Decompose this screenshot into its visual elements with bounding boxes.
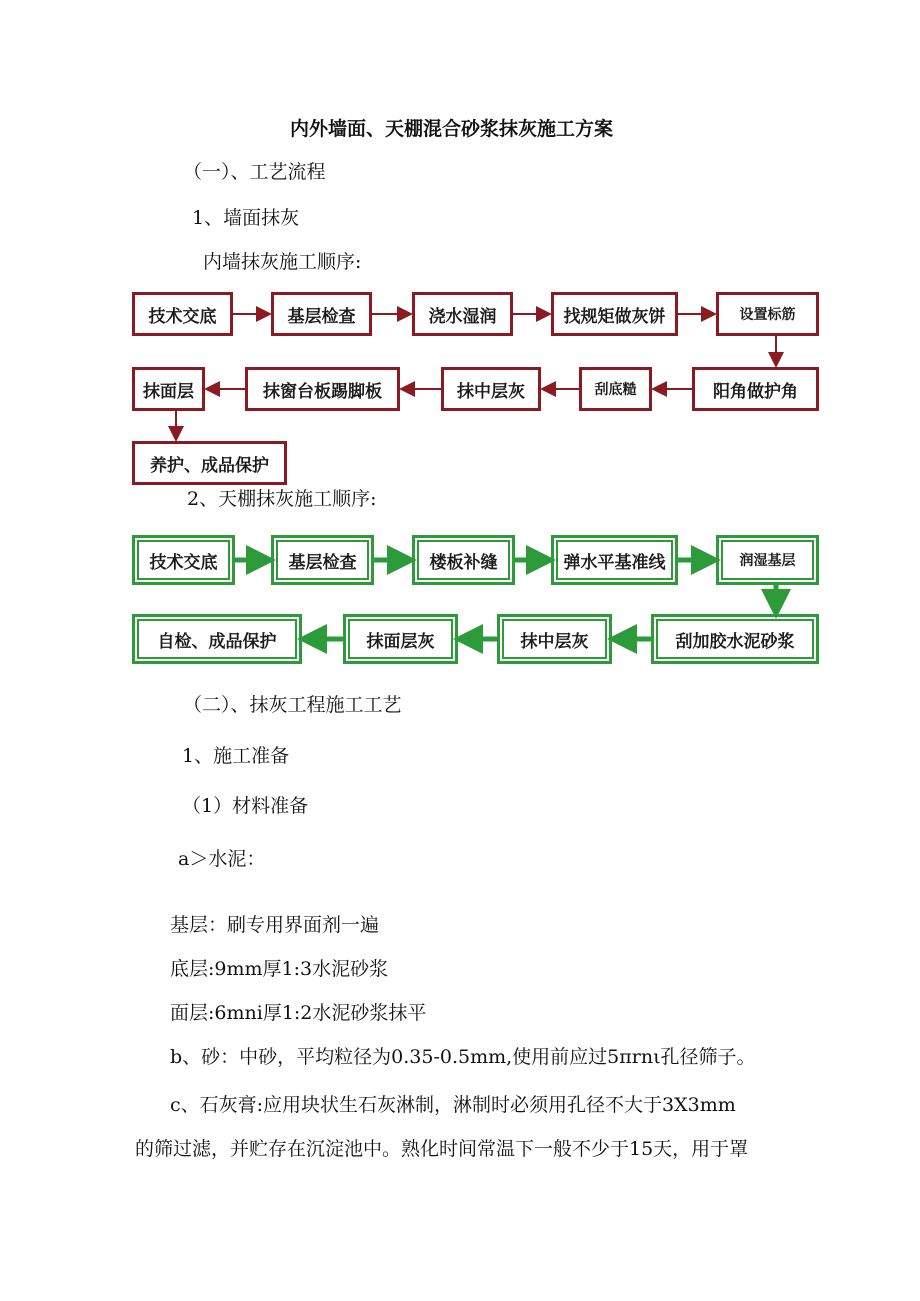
paragraph-lime-paste-cont: 的筛过滤，并贮存在沉淀池中。熟化时间常温下一般不少于15天，用于罩 <box>135 1138 749 1160</box>
section-heading-process: （一）、工艺流程 <box>183 161 326 183</box>
paragraph-base-layer: 基层：刷专用界面剂一遍 <box>170 914 380 936</box>
ceiling-sequence-label: 2、天棚抹灰施工顺序: <box>187 488 377 510</box>
flow2-step-finish-coat: 抹面层灰 <box>343 614 458 664</box>
section-heading-craft: （二）、抹灰工程施工工艺 <box>183 694 402 716</box>
flow2-step-base-check: 基层检查 <box>271 535 374 585</box>
flow2-step-wet-base: 润湿基层 <box>716 535 819 585</box>
paragraph-sand: b、砂：中砂，平均粒径为0.35-0.5mm,使用前应过5πrnι孔径筛子。 <box>170 1046 756 1068</box>
inner-wall-sequence-label: 内墙抹灰施工顺序: <box>203 251 362 273</box>
paragraph-lime-paste: c、石灰膏:应用块状生石灰淋制，淋制时必须用孔径不大于3X3mm <box>170 1094 736 1116</box>
flow1-arrows <box>176 314 776 438</box>
flow1-step-grey-cakes: 找规矩做灰饼 <box>551 292 678 336</box>
paragraph-materials: （1）材料准备 <box>182 795 309 817</box>
flow2-step-slab-joint-repair: 楼板补缝 <box>412 535 515 585</box>
flow1-step-tech-briefing: 技术交底 <box>132 292 233 336</box>
flow2-step-tech-briefing: 技术交底 <box>132 535 235 585</box>
flow2-step-self-check: 自检、成品保护 <box>132 614 302 664</box>
paragraph-preparation: 1、施工准备 <box>182 745 290 767</box>
flow1-step-watering: 浇水湿润 <box>412 292 513 336</box>
flow1-step-finish-coat: 抹面层 <box>132 367 205 411</box>
flow2-step-glue-mortar: 刮加胶水泥砂浆 <box>651 614 819 664</box>
flow1-step-base-check: 基层检查 <box>271 292 372 336</box>
paragraph-cement: a＞水泥： <box>178 848 266 870</box>
flow1-step-corner-guard: 阳角做护角 <box>692 367 819 411</box>
flow2-step-middle-coat: 抹中层灰 <box>497 614 612 664</box>
flow1-step-sill-skirting: 抹窗台板踢脚板 <box>245 367 400 411</box>
flow2-arrows <box>235 560 776 639</box>
flow1-step-middle-coat: 抹中层灰 <box>441 367 541 411</box>
paragraph-surface-layer: 面层:6mni厚1:2水泥砂浆抹平 <box>170 1002 427 1024</box>
flow1-step-screeds: 设置标筋 <box>716 292 819 336</box>
paragraph-under-layer: 底层:9mm厚1:3水泥砂浆 <box>170 958 389 980</box>
flow2-step-level-line: 弹水平基准线 <box>551 535 678 585</box>
subheading-wall-plastering: 1、墙面抹灰 <box>192 207 300 229</box>
page-title: 内外墙面、天棚混合砂浆抹灰施工方案 <box>290 118 614 140</box>
flow1-step-scratch-coat: 刮底糙 <box>579 367 652 411</box>
flow1-step-curing-protection: 养护、成品保护 <box>132 441 287 485</box>
